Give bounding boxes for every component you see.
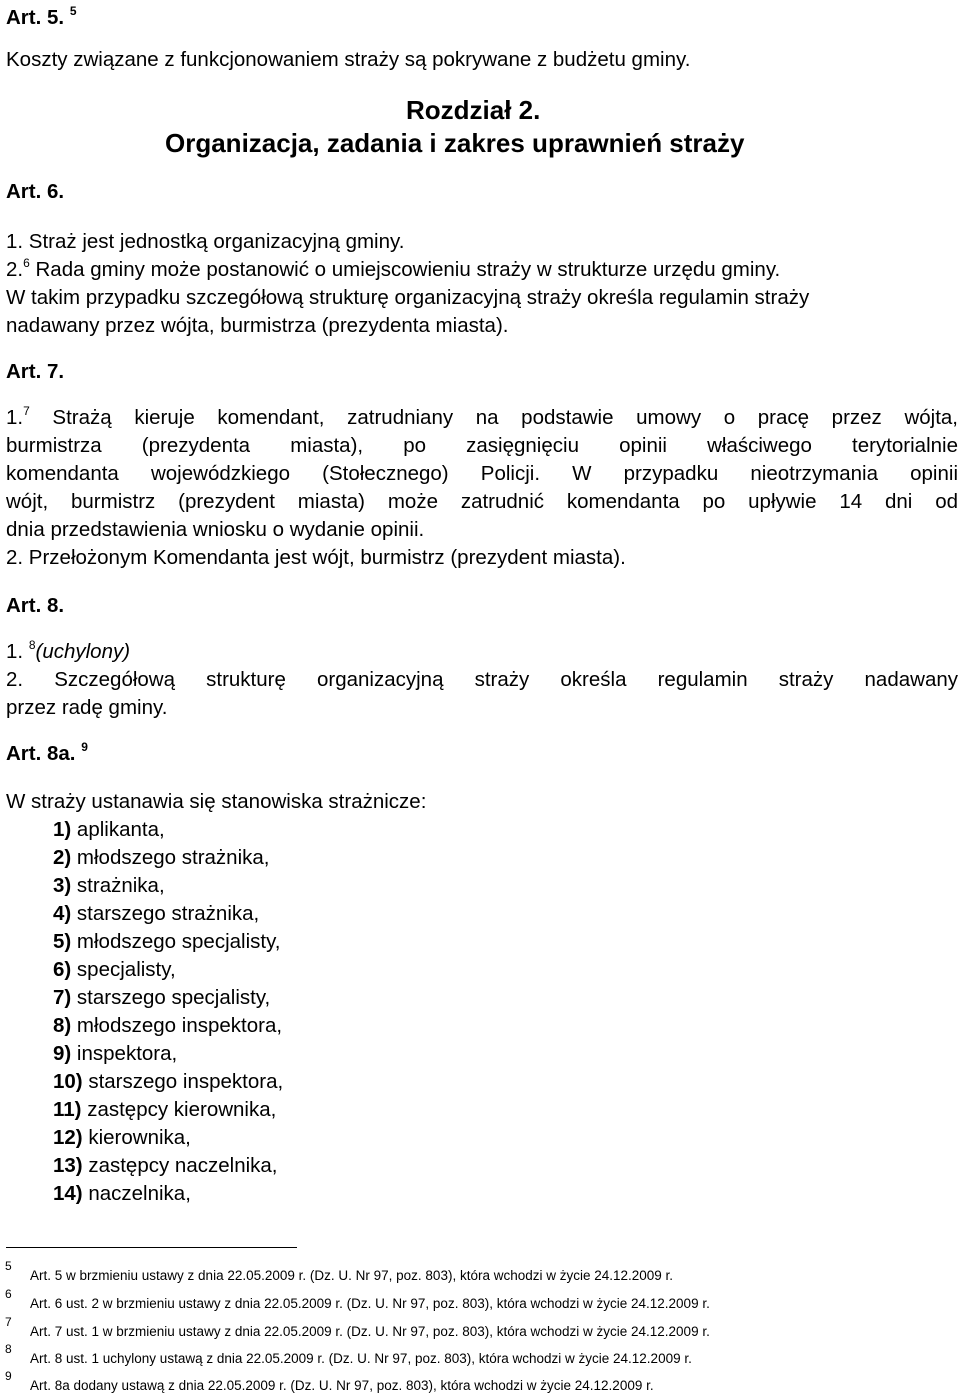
footnote-text: Art. 6 ust. 2 w brzmieniu ustawy z dnia 22.05.2009 r. (Dz. U. Nr 97, poz. 803), która wchodzi w życie 24.12.2009 r.	[30, 1296, 710, 1311]
chapter-title: Organizacja, zadania i zakres uprawnień straży	[165, 128, 745, 158]
art7-p1-line4: wójt, burmistrz (prezydent miasta) może zatrudnić komendanta po upływie 14 dni od	[6, 490, 958, 513]
footnote-number: 6	[5, 1287, 12, 1301]
list-item: 3) strażnika,	[53, 874, 165, 897]
art6-p2-line3: nadawany przez wójta, burmistrza (prezydenta miasta).	[6, 314, 509, 337]
art6-p2-line1: 2.$^6$ Rada gminy może postanowić o umiejscowieniu straży w strukturze urzędu gminy.	[6, 256, 781, 281]
footnote-number: 9	[5, 1369, 12, 1383]
art7-p2: 2. Przełożonym Komendanta jest wójt, burmistrz (prezydent miasta).	[6, 546, 626, 569]
art8-p2-line2: przez radę gminy.	[6, 696, 168, 719]
art7-heading: Art. 7.	[6, 360, 65, 383]
footnote-separator	[6, 1247, 297, 1248]
list-item: 2) młodszego strażnika,	[53, 846, 270, 869]
footnote-ref-5[interactable]: 5	[69, 4, 77, 18]
list-item: 4) starszego strażnika,	[53, 902, 260, 925]
list-item: 13) zastępcy naczelnika,	[53, 1154, 278, 1177]
art7-p1-line2: burmistrza (prezydenta miasta), po zasięgnięciu opinii właściwego terytorialnie	[6, 434, 958, 457]
list-item: 5) młodszego specjalisty,	[53, 930, 281, 953]
list-item: 14) naczelnika,	[53, 1182, 191, 1205]
footnote-text: Art. 5 w brzmieniu ustawy z dnia 22.05.2009 r. (Dz. U. Nr 97, poz. 803), która wchodzi w życie 24.12.2009 r.	[30, 1268, 674, 1283]
list-item: 9) inspektora,	[53, 1042, 178, 1065]
list-item: 10) starszego inspektora,	[53, 1070, 284, 1093]
art8a-intro: W straży ustanawia się stanowiska strażnicze:	[6, 790, 427, 813]
art8-p1: 1. $^8$(uchylony)	[6, 638, 131, 663]
art5-text: Koszty związane z funkcjonowaniem straży są pokrywane z budżetu gminy.	[6, 48, 691, 71]
art7-p1-line5: dnia przedstawienia wniosku o wydanie opinii.	[6, 518, 425, 541]
art8-heading: Art. 8.	[6, 594, 65, 617]
chapter-number: Rozdział 2.	[406, 95, 541, 125]
list-item: 6) specjalisty,	[53, 958, 176, 981]
art5-heading: Art. 5. $^5$	[6, 4, 77, 29]
art8-p2-line1: 2. Szczegółową strukturę organizacyjną straży określa regulamin straży nadawany	[6, 668, 958, 691]
list-item: 8) młodszego inspektora,	[53, 1014, 283, 1037]
footnote-ref-7[interactable]: 7	[23, 404, 30, 418]
footnote-ref-6[interactable]: 6	[23, 256, 30, 270]
art6-heading: Art. 6.	[6, 180, 65, 203]
art7-p1-line3: komendanta wojewódzkiego (Stołecznego) Policji. W przypadku nieotrzymania opinii	[6, 462, 958, 485]
footnote-ref-9[interactable]: 9	[81, 740, 88, 754]
art7-p1-line1: 1.$^7$ Strażą kieruje komendant, zatrudniany na podstawie umowy o pracę przez wójta,	[6, 404, 958, 429]
list-item: 7) starszego specjalisty,	[53, 986, 271, 1009]
list-item: 11) zastępcy kierownika,	[53, 1098, 277, 1121]
footnote-number: 5	[5, 1259, 12, 1273]
footnote-text: Art. 8a dodany ustawą z dnia 22.05.2009 r. (Dz. U. Nr 97, poz. 803), która wchodzi w życie 24.12.2009 r.	[30, 1378, 654, 1393]
footnote-text: Art. 8 ust. 1 uchylony ustawą z dnia 22.05.2009 r. (Dz. U. Nr 97, poz. 803), która wchodzi w życie 24.12.2009 r.	[30, 1351, 692, 1366]
list-item: 1) aplikanta,	[53, 818, 165, 841]
footnote-ref-8[interactable]: 8	[28, 638, 36, 652]
footnote-number: 7	[5, 1315, 12, 1329]
art8a-heading: Art. 8a. $^9$	[6, 740, 88, 765]
art6-p2-line2: W takim przypadku szczegółową strukturę organizacyjną straży określa regulamin straży	[6, 286, 810, 309]
footnote-text: Art. 7 ust. 1 w brzmieniu ustawy z dnia 22.05.2009 r. (Dz. U. Nr 97, poz. 803), która wchodzi w życie 24.12.2009 r.	[30, 1324, 710, 1339]
list-item: 12) kierownika,	[53, 1126, 191, 1149]
art6-p1: 1. Straż jest jednostką organizacyjną gminy.	[6, 230, 405, 253]
footnote-number: 8	[5, 1342, 12, 1356]
